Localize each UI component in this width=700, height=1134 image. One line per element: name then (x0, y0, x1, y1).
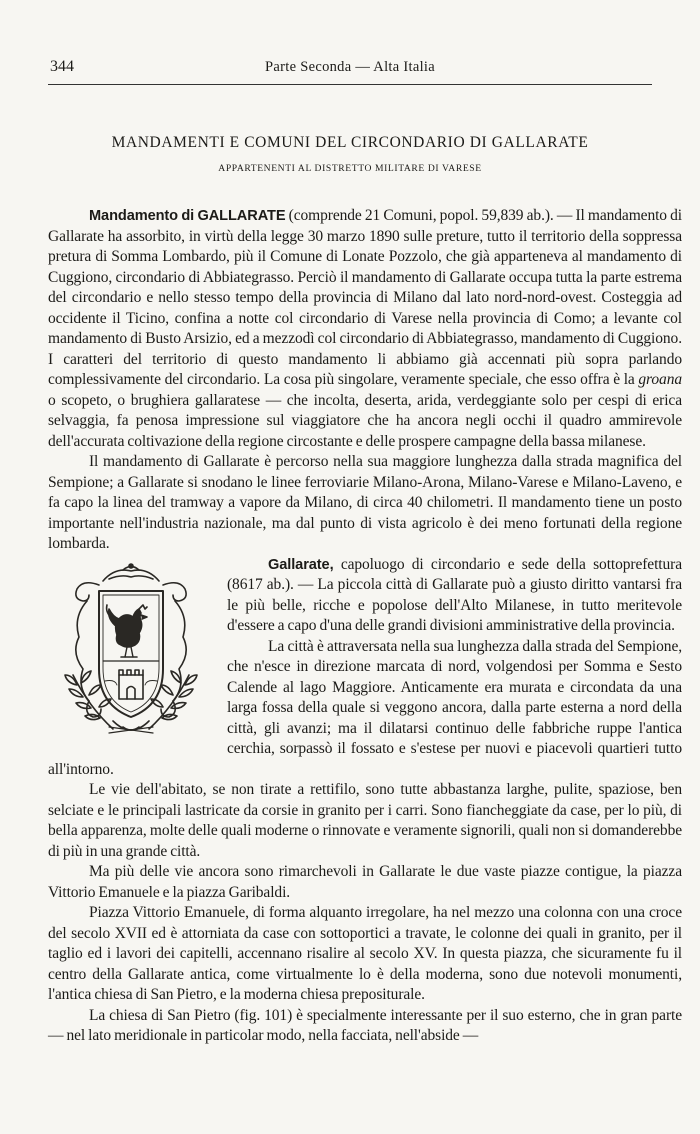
paragraph-piazze: Ma più delle vie ancora sono rimarchevoli in Gallarate le due vaste piazze contigue, la piazza Vittorio Emanuele e la piazza Garibaldi. (48, 863, 682, 901)
running-title: Parte Seconda — Alta Italia (265, 59, 435, 75)
section-title: MANDAMENTI E COMUNI DEL CIRCONDARIO DI GALLARATE (111, 134, 589, 151)
paragraph-lead: Gallarate, (268, 556, 334, 573)
running-header (48, 58, 652, 85)
paragraph-citta: La città è attraversata nella sua lunghezza dalla strada del Sempione, che n'esce in direzione marcata di nord, volgendosi per Somma e Sesto Calende al lago Maggiore. Anticamente era murata e circondata da una larga fossa della quale si veggono ancora, dalla parte esterna a nord della città, gli avanzi; ma il dilatarsi continuo delle fabbriche ruppe l'antica cerchia, sorpassò il fossato e s'estese per nuovi e piacevoli quartieri tutto all'intorno. (48, 637, 682, 778)
paragraph-sempione: Il mandamento di Gallarate è percorso nella sua maggiore lunghezza dalla strada magnifica del Sempione; a Gallarate si snodano le linee ferroviarie Milano-Arona, Milano-Varese e Milano-Laveno, e fa capo la linea del tramway a vapore da Milano, di circa 40 chilometri. Il mandamento tiene un posto importante nell'industria nazionale, ma dal punto di vista agricolo è dei meno fortunati della regione lombarda. (48, 453, 682, 552)
gallarate-coat-of-arms-icon (43, 557, 219, 745)
paragraph-text: (comprende 21 Comuni, popol. 59,839 ab.). — Il mandamento di Gallarate ha assorbito, in virtù della legge 30 marzo 1890 sulle preture, tutto il territorio della soppressa pretura di Somma Lombardo, più il Comune di Lonate Pozzolo, che già apparteneva al mandamento di Cuggiono, circondario di Abbiategrasso. Perciò il mandamento di Gallarate occupa tutta la parte estrema del circondario e nello stesso tempo della provincia di Milano dal lato nord-nord-ovest. Costeggia ad occidente il Ticino, confina a notte col circondario di Varese nella provincia di Como; a levante col mandamento di Busto Arsizio, ed a mezzodì col circondario di Abbiategrasso, mandamento di Cuggiono. I caratteri del territorio di questo mandamento li abbiamo già accennati più sopra parlando complessivamente del circondario. La cosa più singolare, veramente speciale, che esso offra è la (48, 207, 682, 388)
emphasized-term: groana (638, 371, 682, 388)
page-number: 344 (50, 58, 74, 75)
paragraph-lead: Mandamento di GALLARATE (89, 208, 286, 224)
paragraph-text: o scopeto, o brughiera gallaratese — che incolta, deserta, arida, verdeggiante solo per cespi di erica selvaggia, fa penosa impressione sul viaggiatore che ha ancora negli occhi il quadro ammirevole dell'accurata coltivazione della regione circostante e delle prospere campagne della bassa milanese. (48, 391, 682, 450)
paragraph-text: capoluogo di circondario e sede della sottoprefettura (8617 ab.). — La piccola città di Gallarate può a giusto diritto vantarsi fra le più belle, ricche e popolose dell'Alto Milanese, in tutto meritevole d'essere a capo d'una delle grandi divisioni amministrative della provincia. (227, 555, 682, 634)
paragraph-san-pietro: La chiesa di San Pietro (fig. 101) è specialmente interessante per il suo esterno, che in gran parte — nel lato meridionale in particolar modo, nella facciata, nell'abside — (48, 1006, 682, 1044)
paragraph-piazza-vittorio-emanuele: Piazza Vittorio Emanuele, di forma alquanto irregolare, ha nel mezzo una colonna con una croce del secolo XVII ed è attorniata da case con sottoportici a travate, le colonne dei quali in granito, per il taglio ed i lavori dei capitelli, accennano risalire al secolo XV. In questa piazza, che sicuramente fu il centro della Gallarate antica, come virtualmente lo è della moderna, sono due notevoli monumenti, l'antica chiesa di San Pietro, e la moderna chiesa prepositurale. (48, 904, 682, 1003)
paragraph-vie: Le vie dell'abitato, se non tirate a rettifilo, sono tutte abbastanza larghe, pulite, spaziose, ben selciate e le principali lastricate da corsie in granito per i carri. Sono fiancheggiate da case, per lo più, di bella apparenza, molte delle quali moderne o rinnovate e veramente signorili, quali non si domanderebbe di più in una grande città. (48, 781, 682, 860)
section-subtitle: APPARTENENTI AL DISTRETTO MILITARE DI VARESE (218, 163, 482, 174)
body-text (48, 206, 682, 1047)
paragraph-mandamento (48, 206, 682, 452)
